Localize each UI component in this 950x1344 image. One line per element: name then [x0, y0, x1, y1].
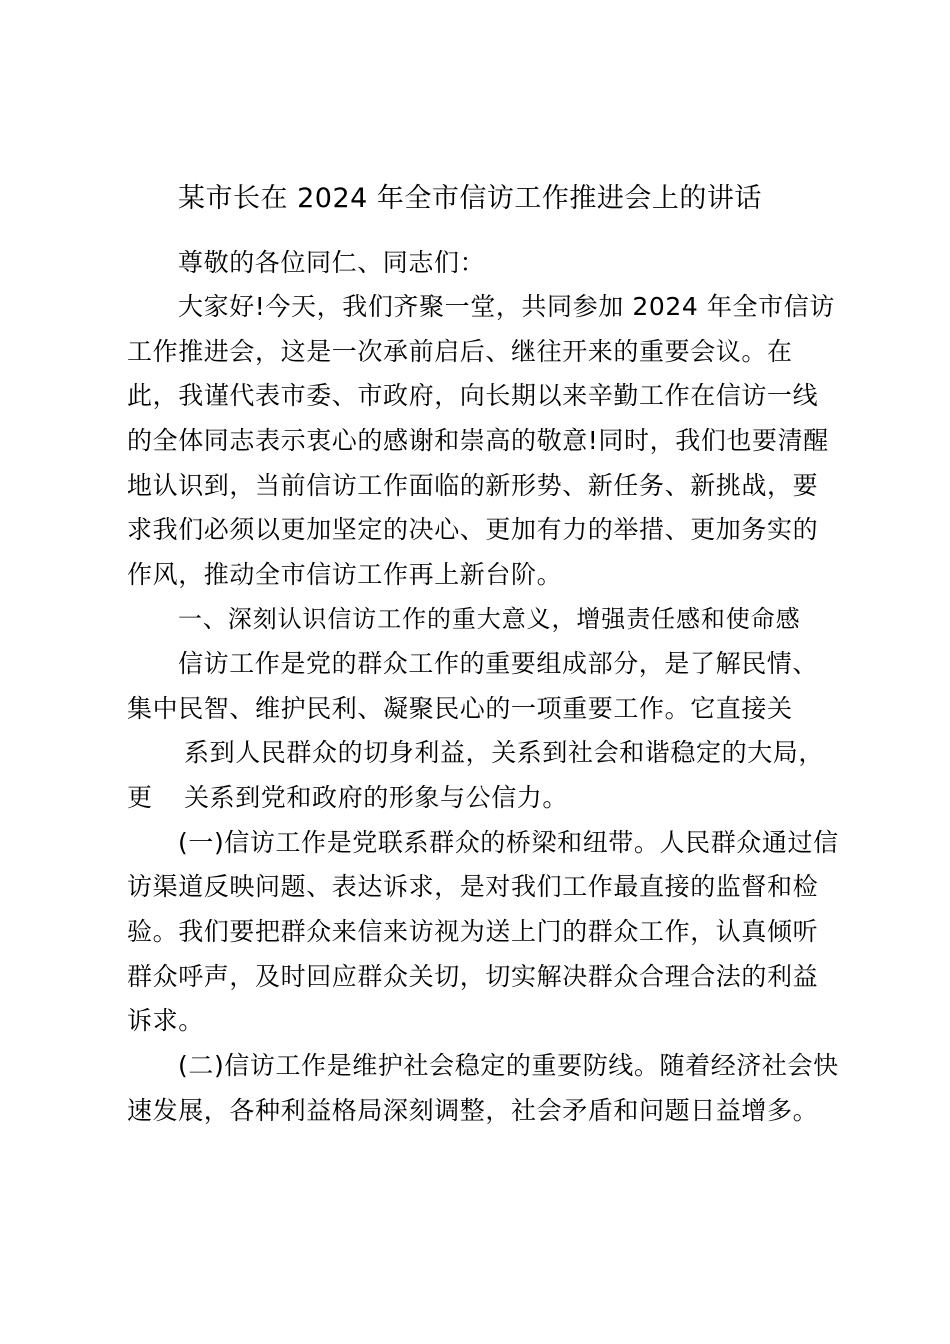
text-line: 作风，推动全市信访工作再上新台阶。	[127, 560, 563, 589]
text-line: (二)信访工作是维护社会稳定的重要防线。随着经济社会快	[178, 1051, 839, 1080]
text-line: 工作推进会，这是一次承前启后、继往开来的重要会议。在	[127, 337, 793, 366]
text-line: 信访工作是党的群众工作的重要组成部分，是了解民情、	[178, 649, 819, 678]
text-line: (一)信访工作是党联系群众的桥梁和纽带。人民群众通过信	[178, 828, 839, 857]
text-line: 速发展，各种利益格局深刻调整，社会矛盾和问题日益增多。	[127, 1096, 819, 1125]
text-line: 验。我们要把群众来信来访视为送上门的群众工作，认真倾听	[127, 917, 819, 946]
text-line: 此，我谨代表市委、市政府，向长期以来辛勤工作在信访一线	[127, 381, 819, 410]
text-line: 关系到党和政府的形象与公信力。	[184, 783, 569, 812]
text-line: 系到人民群众的切身利益，关系到社会和谐稳定的大局，	[184, 738, 825, 767]
text-line: 的全体同志表示衷心的感谢和崇高的敬意!同时，我们也要清醒	[127, 426, 829, 455]
text-line: 群众呼声，及时回应群众关切，切实解决群众合理合法的利益	[127, 962, 819, 991]
text-line: 大家好!今天，我们齐聚一堂，共同参加 2024 年全市信访	[178, 292, 835, 321]
text-line: 访渠道反映问题、表达诉求，是对我们工作最直接的监督和检	[127, 872, 819, 901]
salutation: 尊敬的各位同仁、同志们：	[178, 248, 486, 277]
section-heading: 一、深刻认识信访工作的重大意义，增强责任感和使命感	[178, 605, 801, 633]
document-title: 某市长在 2024 年全市信访工作推进会上的讲话	[178, 183, 762, 214]
text-line: 诉求。	[127, 1006, 204, 1035]
text-line: 求我们必须以更加坚定的决心、更加有力的举措、更加务实的	[127, 515, 819, 544]
text-line: 集中民智、维护民利、凝聚民心的一项重要工作。它直接关	[127, 694, 793, 723]
text-line: 更	[127, 783, 153, 812]
text-line: 地认识到，当前信访工作面临的新形势、新任务、新挑战，要	[127, 471, 819, 500]
